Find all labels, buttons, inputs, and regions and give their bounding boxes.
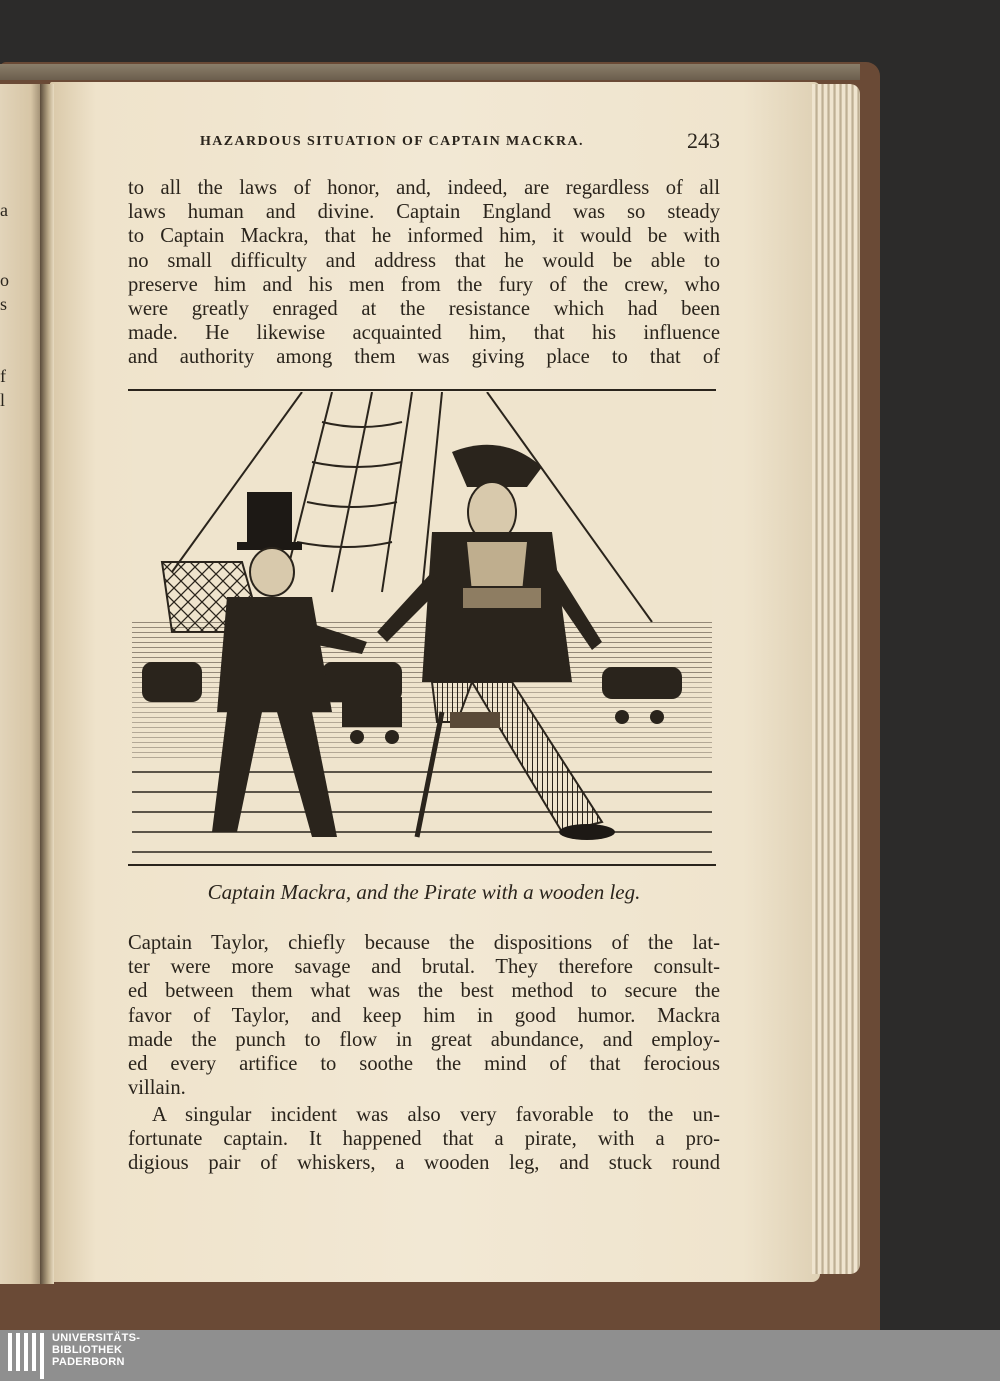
book-gutter: [40, 84, 54, 1284]
text-line: made. He likewise acquainted him, that his influence: [128, 322, 720, 345]
woodcut-illustration: [132, 392, 712, 862]
page-stack-edge: [812, 84, 860, 1274]
left-page-fragment: a: [0, 200, 8, 220]
text-line: and authority among them was giving place to that of: [128, 346, 720, 369]
library-name-line: PADERBORN: [52, 1356, 125, 1368]
left-page-fragment: l: [0, 390, 6, 410]
text-line: Captain Taylor, chiefly because the dispositions of the lat-: [128, 932, 720, 954]
left-page-fragment: o: [0, 270, 9, 290]
library-name: [52, 1332, 140, 1368]
text-line: digious pair of whiskers, a wooden leg, and stuck round: [128, 1152, 720, 1175]
text-line: made the punch to flow in great abundance, and employ-: [128, 1028, 720, 1051]
text-line: A singular incident was also very favorable to the un-: [152, 1104, 720, 1126]
text-line: favor of Taylor, and keep him in good humor. Mackra: [128, 1004, 720, 1027]
library-footer-bar: [0, 1330, 1000, 1381]
page-number: 243: [687, 128, 720, 153]
left-page-fragment: s: [0, 294, 8, 314]
left-page-edge: [0, 84, 44, 1284]
book-cover-top-edge: [0, 64, 860, 80]
page-header: [200, 128, 720, 158]
text-line: ter were more savage and brutal. They therefore consult-: [128, 956, 720, 979]
text-line: to Captain Mackra, that he informed him, it would be with: [128, 225, 720, 248]
text-line: villain.: [128, 1077, 186, 1100]
text-line: preserve him and his men from the fury of the crew, who: [128, 273, 720, 296]
library-name-line: UNIVERSITÄTS-: [52, 1332, 141, 1344]
illustration-top-rule: [128, 389, 716, 391]
text-line: no small difficulty and address that he would be able to: [128, 249, 720, 272]
illustration-bottom-rule: [128, 864, 716, 866]
text-line: to all the laws of honor, and, indeed, are regardless of all: [128, 177, 720, 199]
text-line: ed every artifice to soothe the mind of that ferocious: [128, 1053, 720, 1076]
text-line: ed between them what was the best method to secure the: [128, 980, 720, 1003]
library-logo-icon: [6, 1331, 46, 1379]
paragraph-bottom: [128, 931, 720, 1100]
paragraph-top: [128, 176, 720, 370]
paragraph-last: [128, 1103, 720, 1176]
left-page-fragment: f: [0, 366, 6, 386]
text-line: fortunate captain. It happened that a pirate, with a pro-: [128, 1128, 720, 1151]
text-line: laws human and divine. Captain England was so steady: [128, 201, 720, 224]
library-name-line: BIBLIOTHEK: [52, 1344, 123, 1356]
text-line: were greatly enraged at the resistance which had been: [128, 298, 720, 321]
running-title: HAZARDOUS SITUATION OF CAPTAIN MACKRA.: [200, 134, 584, 149]
illustration-caption: Captain Mackra, and the Pirate with a wooden leg.: [207, 880, 641, 904]
